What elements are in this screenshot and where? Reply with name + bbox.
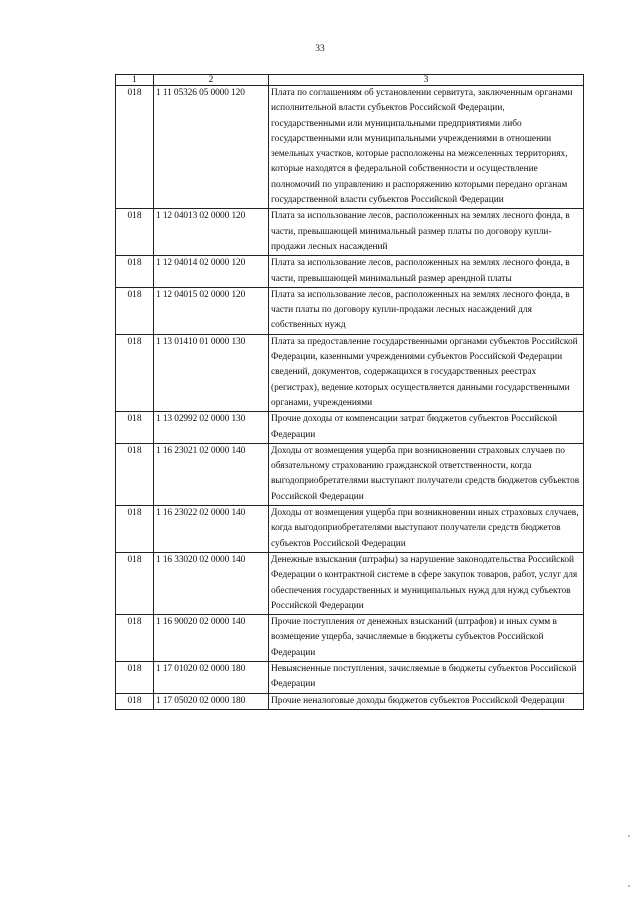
revenue-code-cell: 1 13 02992 02 0000 130: [154, 412, 269, 444]
revenue-code-cell: 1 17 01020 02 0000 180: [154, 661, 269, 693]
budget-revenue-table: [115, 74, 584, 710]
revenue-name-cell: Прочие поступления от денежных взысканий (штрафов) и иных сумм в возмещение ущерба, зачисляемые в бюджеты субъектов Российской Федерации: [269, 615, 584, 662]
admin-code-cell: 018: [116, 412, 154, 444]
revenue-name-cell: Денежные взыскания (штрафы) за нарушение законодательства Российской Федерации о контрактной системе в сфере закупок товаров, работ, услуг для обеспечения государственных и муниципальных нужд для нужд субъектов Российской Федерации: [269, 552, 584, 614]
column-header-name: 3: [269, 75, 584, 86]
admin-code-cell: 018: [116, 693, 154, 709]
revenue-code-cell: 1 17 05020 02 0000 180: [154, 693, 269, 709]
table-row: [116, 287, 584, 334]
column-header-code: 2: [154, 75, 269, 86]
revenue-name-cell: Доходы от возмещения ущерба при возникновении страховых случаев по обязательному страхованию гражданской ответственности, когда выгодоприобретателями выступают получатели средств бюджетов субъектов Российской Федерации: [269, 443, 584, 505]
admin-code-cell: 018: [116, 506, 154, 553]
admin-code-cell: 018: [116, 256, 154, 288]
table-row: [116, 552, 584, 614]
table-row: [116, 443, 584, 505]
admin-code-cell: 018: [116, 334, 154, 411]
revenue-code-cell: 1 16 90020 02 0000 140: [154, 615, 269, 662]
admin-code-cell: 018: [116, 86, 154, 209]
admin-code-cell: 018: [116, 661, 154, 693]
revenue-name-cell: Плата за использование лесов, расположенных на землях лесного фонда, в части, превышающей минимальный размер арендной платы: [269, 256, 584, 288]
revenue-code-cell: 1 11 05326 05 0000 120: [154, 86, 269, 209]
admin-code-cell: 018: [116, 552, 154, 614]
table-row: [116, 256, 584, 288]
admin-code-cell: 018: [116, 615, 154, 662]
table-row: [116, 86, 584, 209]
revenue-name-cell: Невыясненные поступления, зачисляемые в бюджеты субъектов Российской Федерации: [269, 661, 584, 693]
revenue-name-cell: Плата по соглашениям об установлении сервитута, заключенным органами исполнительной власти субъектов Российской Федерации, государственными или муниципальными предприятиями либо государственными или муниципальными учреждениями в отношении земельных участков, которые расположены на межселенных территориях, которые находятся в федеральной собственности и осуществление полномочий по управлению и распоряжению которыми передано органам государственной власти субъектов Российской Федерации: [269, 86, 584, 209]
table-row: [116, 209, 584, 256]
revenue-name-cell: Доходы от возмещения ущерба при возникновении иных страховых случаев, когда выгодоприобретателями выступают получатели средств бюджетов субъектов Российской Федерации: [269, 506, 584, 553]
revenue-name-cell: Плата за использование лесов, расположенных на землях лесного фонда, в части платы по договору купли-продажи лесных насаждений для собственных нужд: [269, 287, 584, 334]
revenue-name-cell: Прочие неналоговые доходы бюджетов субъектов Российской Федерации: [269, 693, 584, 709]
revenue-name-cell: Прочие доходы от компенсации затрат бюджетов субъектов Российской Федерации: [269, 412, 584, 444]
revenue-code-cell: 1 13 01410 01 0000 130: [154, 334, 269, 411]
admin-code-cell: 018: [116, 287, 154, 334]
header-row: [116, 75, 584, 86]
revenue-name-cell: Плата за предоставление государственными органами субъектов Российской Федерации, казенными учреждениями субъектов Российской Федерации сведений, документов, содержащихся в государственных реестрах (регистрах), ведение которых осуществляется данными государственными органами, учреждениями: [269, 334, 584, 411]
scan-artifact-mark: [628, 885, 630, 887]
revenue-code-cell: 1 12 04015 02 0000 120: [154, 287, 269, 334]
scan-artifact-mark: [628, 835, 630, 837]
revenue-code-cell: 1 12 04014 02 0000 120: [154, 256, 269, 288]
revenue-code-cell: 1 12 04013 02 0000 120: [154, 209, 269, 256]
table-row: [116, 615, 584, 662]
revenue-code-cell: 1 16 23021 02 0000 140: [154, 443, 269, 505]
revenue-name-cell: Плата за использование лесов, расположенных на землях лесного фонда, в части, превышающей минимальный размер платы по договору купли-продажи лесных насаждений: [269, 209, 584, 256]
admin-code-cell: 018: [116, 209, 154, 256]
table-row: [116, 412, 584, 444]
table-row: [116, 661, 584, 693]
admin-code-cell: 018: [116, 443, 154, 505]
revenue-code-cell: 1 16 23022 02 0000 140: [154, 506, 269, 553]
revenue-code-cell: 1 16 33020 02 0000 140: [154, 552, 269, 614]
table-row: [116, 693, 584, 709]
column-header-admin: 1: [116, 75, 154, 86]
table-row: [116, 334, 584, 411]
table-row: [116, 506, 584, 553]
page-number: 33: [315, 44, 325, 54]
